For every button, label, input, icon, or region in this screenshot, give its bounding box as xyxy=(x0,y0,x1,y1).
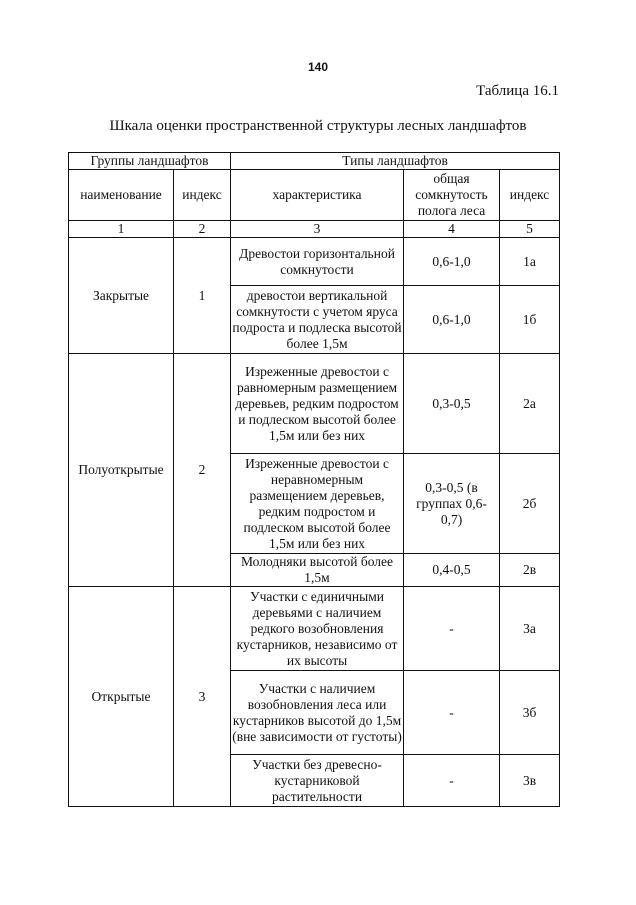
type-characteristic-text: Участки с единичными деревьями с наличием редкого возобновления кустарников, независимо от их высоты xyxy=(236,588,398,668)
type-characteristic xyxy=(231,454,404,554)
type-characteristic xyxy=(231,587,404,671)
type-index: 2б xyxy=(500,454,560,554)
type-characteristic-text: Участки с наличием возобновления леса или кустарников высотой до 1,5м (вне зависимости от густоты) xyxy=(232,680,402,744)
page-number: 140 xyxy=(307,60,329,74)
table-caption: Таблица 16.1 xyxy=(476,83,559,99)
table-row xyxy=(69,354,560,454)
type-characteristic xyxy=(231,554,404,587)
type-characteristic xyxy=(231,286,404,354)
type-density: - xyxy=(404,755,500,807)
table-row xyxy=(69,587,560,671)
type-index: 3а xyxy=(500,587,560,671)
column-number: 5 xyxy=(500,221,560,238)
type-characteristic-text: древостои вертикальной сомкнутости с учетом яруса подроста и подлеска высотой более 1,5м xyxy=(232,287,402,351)
type-characteristic-text: Изреженные древостои с неравномерным размещением деревьев, редким подростом и подлеском высотой более 1,5м или без них xyxy=(243,455,391,551)
header-characteristic: характеристика xyxy=(231,170,404,221)
group-name: Закрытые xyxy=(69,238,174,354)
group-name: Открытые xyxy=(69,587,174,807)
landscape-table xyxy=(68,152,560,807)
header-landscape-types: Типы ландшафтов xyxy=(231,153,560,170)
header-type-index: индекс xyxy=(500,170,560,221)
type-characteristic-text: Участки без древесно-кустарниковой растительности xyxy=(252,756,382,804)
type-index: 3б xyxy=(500,671,560,755)
group-name: Полуоткрытые xyxy=(69,354,174,587)
type-index: 1а xyxy=(500,238,560,286)
header-name: наименование xyxy=(69,170,174,221)
header-density: общая сомкнутость полога леса xyxy=(404,170,500,221)
type-characteristic-text: Изреженные древостои с равномерным размещением деревьев, редким подростом и подлеском высотой более 1,5м или без них xyxy=(235,363,399,443)
type-characteristic xyxy=(231,671,404,755)
group-index: 1 xyxy=(174,238,231,354)
type-characteristic-text: Молодняки высотой более 1,5м xyxy=(240,554,394,585)
type-characteristic xyxy=(231,755,404,807)
column-number: 1 xyxy=(69,221,174,238)
table-row xyxy=(69,238,560,286)
type-index: 1б xyxy=(500,286,560,354)
type-density: 0,3-0,5 xyxy=(404,354,500,454)
header-index: индекс xyxy=(174,170,231,221)
type-density: - xyxy=(404,671,500,755)
type-index: 3в xyxy=(500,755,560,807)
group-index: 2 xyxy=(174,354,231,587)
type-characteristic xyxy=(231,354,404,454)
type-density: 0,6-1,0 xyxy=(404,238,500,286)
type-characteristic-text: Древостои горизонтальной сомкнутости xyxy=(239,245,395,277)
type-density: - xyxy=(404,587,500,671)
header-landscape-groups: Группы ландшафтов xyxy=(69,153,231,170)
group-index: 3 xyxy=(174,587,231,807)
type-density: 0,3-0,5 (в группах 0,6-0,7) xyxy=(404,454,500,554)
type-density: 0,4-0,5 xyxy=(404,554,500,587)
type-characteristic xyxy=(231,238,404,286)
document-title: Шкала оценки пространственной структуры лесных ландшафтов xyxy=(109,118,527,134)
column-number: 2 xyxy=(174,221,231,238)
type-index: 2в xyxy=(500,554,560,587)
column-number: 4 xyxy=(404,221,500,238)
type-density: 0,6-1,0 xyxy=(404,286,500,354)
type-index: 2а xyxy=(500,354,560,454)
column-number: 3 xyxy=(231,221,404,238)
